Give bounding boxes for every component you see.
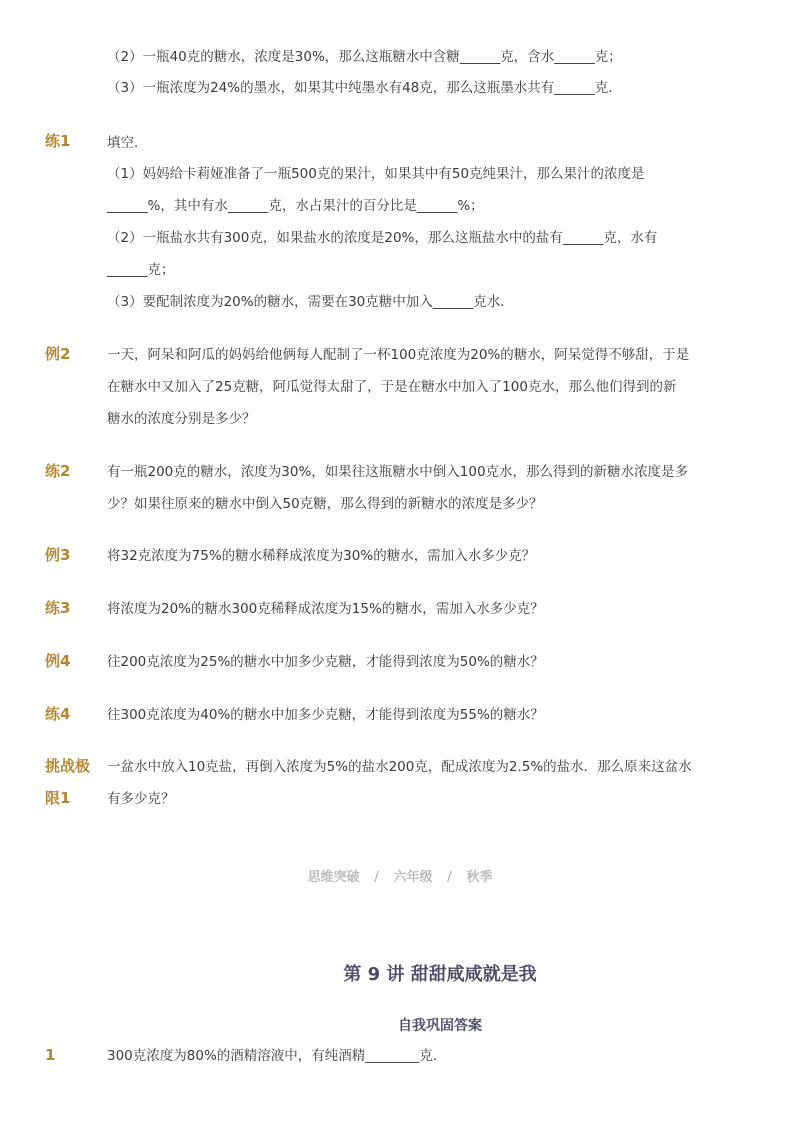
question-line: （2）一瓶40克的糖水，浓度是30%，那么这瓶糖水中含糖______克，含水______克； [107, 49, 622, 65]
footer-series: 思维突破 [307, 870, 360, 885]
question-line: 300克浓度为80%的酒精溶液中，有纯酒精________克． [107, 1048, 447, 1064]
footer-grade: 六年级 [393, 870, 433, 885]
question-line: 将32克浓度为75%的糖水稀释成浓度为30%的糖水，需加入水多少克？ [107, 548, 536, 564]
question-line: 往200克浓度为25%的糖水中加多少克糖，才能得到浓度为50%的糖水？ [107, 654, 544, 670]
question-line: （3）要配制浓度为20%的糖水，需要在30克糖中加入______克水． [107, 294, 514, 310]
question-line: ______克； [107, 262, 175, 278]
footer-separator: / [374, 870, 379, 885]
question-line: ______%，其中有水______克，水占果汁的百分比是______%； [107, 198, 484, 214]
challenge-label: 挑战极 [45, 757, 91, 775]
question-line: 将浓度为20%的糖水300克稀释成浓度为15%的糖水，需加入水多少克？ [107, 601, 544, 617]
challenge-label: 限1 [45, 789, 71, 807]
exercise-label: 练1 [45, 132, 71, 150]
answer-number: 1 [45, 1046, 56, 1064]
question-line: （3）一瓶浓度为24%的墨水，如果其中纯墨水有48克，那么这瓶墨水共有______克． [107, 80, 622, 96]
page-footer [0, 866, 800, 885]
question-line: 有多少克？ [107, 791, 175, 807]
question-line: 在糖水中又加入了25克糖，阿瓜觉得太甜了，于是在糖水中加入了100克水，那么他们得到的新 [107, 379, 677, 395]
question-line: 有一瓶200克的糖水，浓度为30%，如果往这瓶糖水中倒入100克水，那么得到的新糖水浓度是多 [107, 464, 689, 480]
example-label: 例4 [45, 652, 71, 670]
lecture-title: 第 9 讲 甜甜咸咸就是我 [343, 964, 537, 985]
answers-title: 自我巩固答案 [398, 1018, 482, 1034]
question-line: 填空． [107, 135, 148, 151]
example-label: 例3 [45, 546, 71, 564]
footer-separator: / [447, 870, 452, 885]
exercise-label: 练4 [45, 705, 71, 723]
question-line: 少？如果往原来的糖水中倒入50克糖，那么得到的新糖水的浓度是多少？ [107, 496, 543, 512]
footer-season: 秋季 [466, 870, 493, 885]
question-line: （1）妈妈给卡莉娅准备了一瓶500克的果汁，如果其中有50克纯果汁，那么果汁的浓度是 [107, 166, 645, 182]
question-line: 一天，阿呆和阿瓜的妈妈给他俩每人配制了一杯100克浓度为20%的糖水，阿呆觉得不够甜，于是 [107, 347, 690, 363]
exercise-label: 练2 [45, 462, 71, 480]
exercise-label: 练3 [45, 599, 71, 617]
question-line: （2）一瓶盐水共有300克，如果盐水的浓度是20%，那么这瓶盐水中的盐有______克，水有 [107, 230, 658, 246]
question-line: 往300克浓度为40%的糖水中加多少克糖，才能得到浓度为55%的糖水？ [107, 707, 544, 723]
question-line: 一盆水中放入10克盐，再倒入浓度为5%的盐水200克，配成浓度为2.5%的盐水．那么原来这盆水 [107, 759, 692, 775]
example-label: 例2 [45, 345, 71, 363]
question-line: 糖水的浓度分别是多少？ [107, 411, 256, 427]
